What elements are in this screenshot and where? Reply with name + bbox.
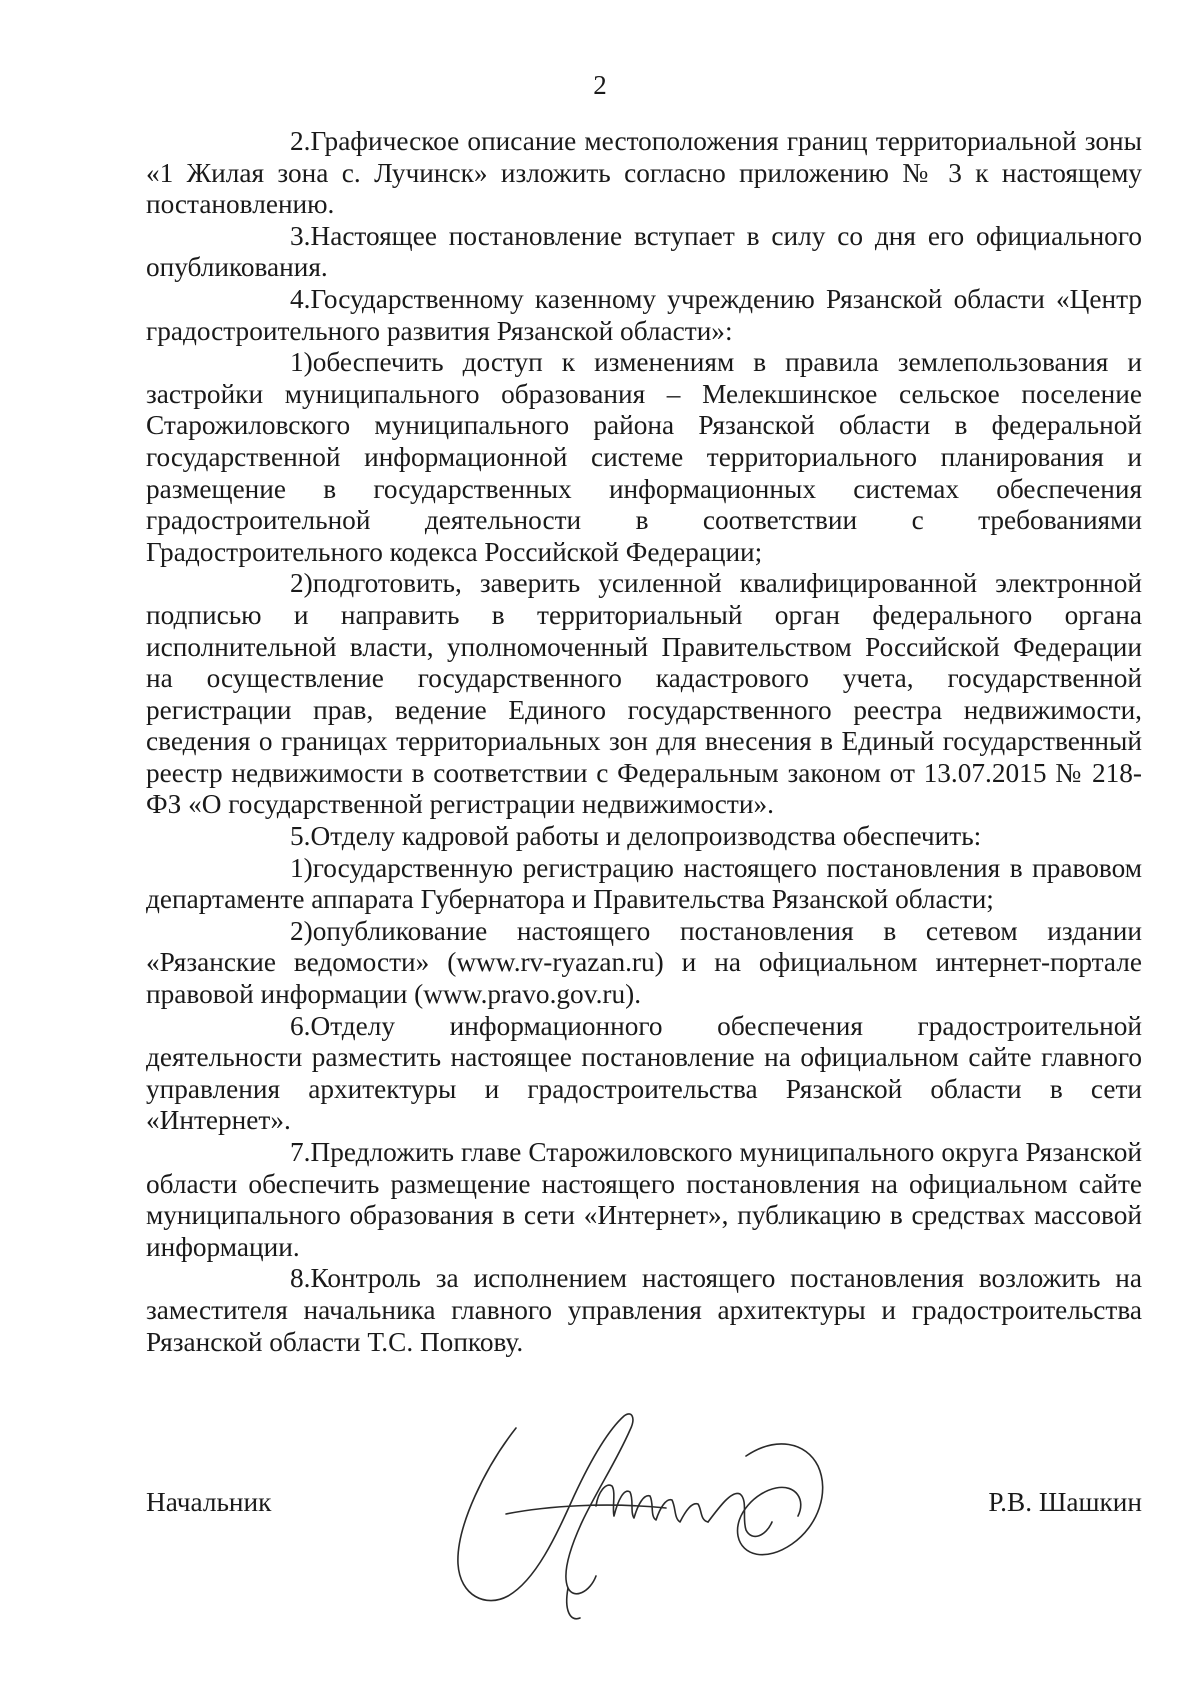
paragraph-text: Отделу кадровой работы и делопроизводства обеспечить:: [310, 821, 982, 852]
paragraph-subitem-4-1: [146, 347, 1142, 568]
position-title: Начальник: [146, 1487, 272, 1517]
item-number: 7.: [290, 1137, 311, 1167]
subitem-number: 1): [290, 852, 313, 883]
paragraph-subitem-5-1: [146, 853, 1142, 916]
page-number: 2: [593, 70, 607, 100]
item-number: 3.: [290, 220, 311, 251]
paragraph-text: Настоящее постановление вступает в силу со дня его официального опубликования.: [146, 220, 1142, 283]
item-number: 5.: [290, 821, 311, 852]
document-body: [146, 126, 1142, 1358]
paragraph-item-8: [146, 1263, 1142, 1358]
paragraph-subitem-5-2: [146, 916, 1142, 1011]
paragraph-text: Предложить главе Старожиловского муниципального округа Рязанской области обеспечить размещение настоящего постановления на официальном сайте муниципального образования в сети «Интернет», публикацию в средствах массовой информации.: [146, 1137, 1142, 1262]
paragraph-text: Отделу информационного обеспечения градостроительной деятельности разместить настоящее постановление на официальном сайте главного управления архитектуры и градостроительства Рязанской области в сети «Интернет».: [146, 1010, 1142, 1136]
paragraph-text: государственную регистрацию настоящего постановления в правовом департаменте аппарата Губернатора и Правительства Рязанской области;: [146, 852, 1142, 915]
subitem-number: 1): [290, 347, 313, 378]
handwritten-signature: [446, 1396, 846, 1626]
paragraph-item-3: [146, 221, 1142, 284]
item-number: 4.: [290, 283, 311, 314]
paragraph-item-2: [146, 126, 1142, 221]
paragraph-text: подготовить, заверить усиленной квалифицированной электронной подписью и направить в территориальный орган федерального органа исполнительной власти, уполномоченный Правительством Российской Федерации на осуществление государственного кадастрового учета, государственной регистрации прав, ведение Единого государственного реестра недвижимости, сведения о границах территориальных зон для внесения в Единый государственный реестр недвижимости в соответствии с Федеральным законом от 13.07.2015 № 218-ФЗ «О государственной регистрации недвижимости».: [146, 568, 1142, 820]
paragraph-subitem-4-2: [146, 568, 1142, 821]
paragraph-text: Контроль за исполнением настоящего постановления возложить на заместителя начальника главного управления архитектуры и градостроительства Рязанской области Т.С. Попкову.: [146, 1263, 1142, 1357]
paragraph-text: обеспечить доступ к изменениям в правила землепользования и застройки муниципального образования – Мелекшинское сельское поселение Старожиловского муниципального района Рязанской области в федеральной государственной информационной системе территориального планирования и размещение в государственных информационных системах обеспечения градостроительной деятельности в соответствии с требованиями Градостроительного кодекса Российской Федерации;: [146, 347, 1142, 567]
paragraph-item-5: [146, 821, 1142, 853]
paragraph-text: Государственному казенному учреждению Рязанской области «Центр градостроительного развития Рязанской области»:: [146, 283, 1142, 346]
paragraph-item-6: [146, 1011, 1142, 1137]
signatory-name: Р.В. Шашкин: [988, 1487, 1142, 1517]
item-number: 6.: [290, 1010, 311, 1041]
paragraph-text: опубликование настоящего постановления в сетевом издании «Рязанские ведомости» (www.rv-ryazan.ru) и на официальном интернет-портале правовой информации (www.pravo.gov.ru).: [146, 915, 1142, 1010]
paragraph-item-7: [146, 1137, 1142, 1263]
item-number: 2.: [290, 126, 311, 156]
subitem-number: 2): [290, 568, 313, 599]
item-number: 8.: [290, 1263, 311, 1294]
subitem-number: 2): [290, 915, 313, 946]
paragraph-text: Графическое описание местоположения границ территориальной зоны «1 Жилая зона с. Лучинск» изложить согласно приложению № 3 к настоящему постановлению.: [146, 126, 1142, 220]
paragraph-item-4: [146, 284, 1142, 347]
